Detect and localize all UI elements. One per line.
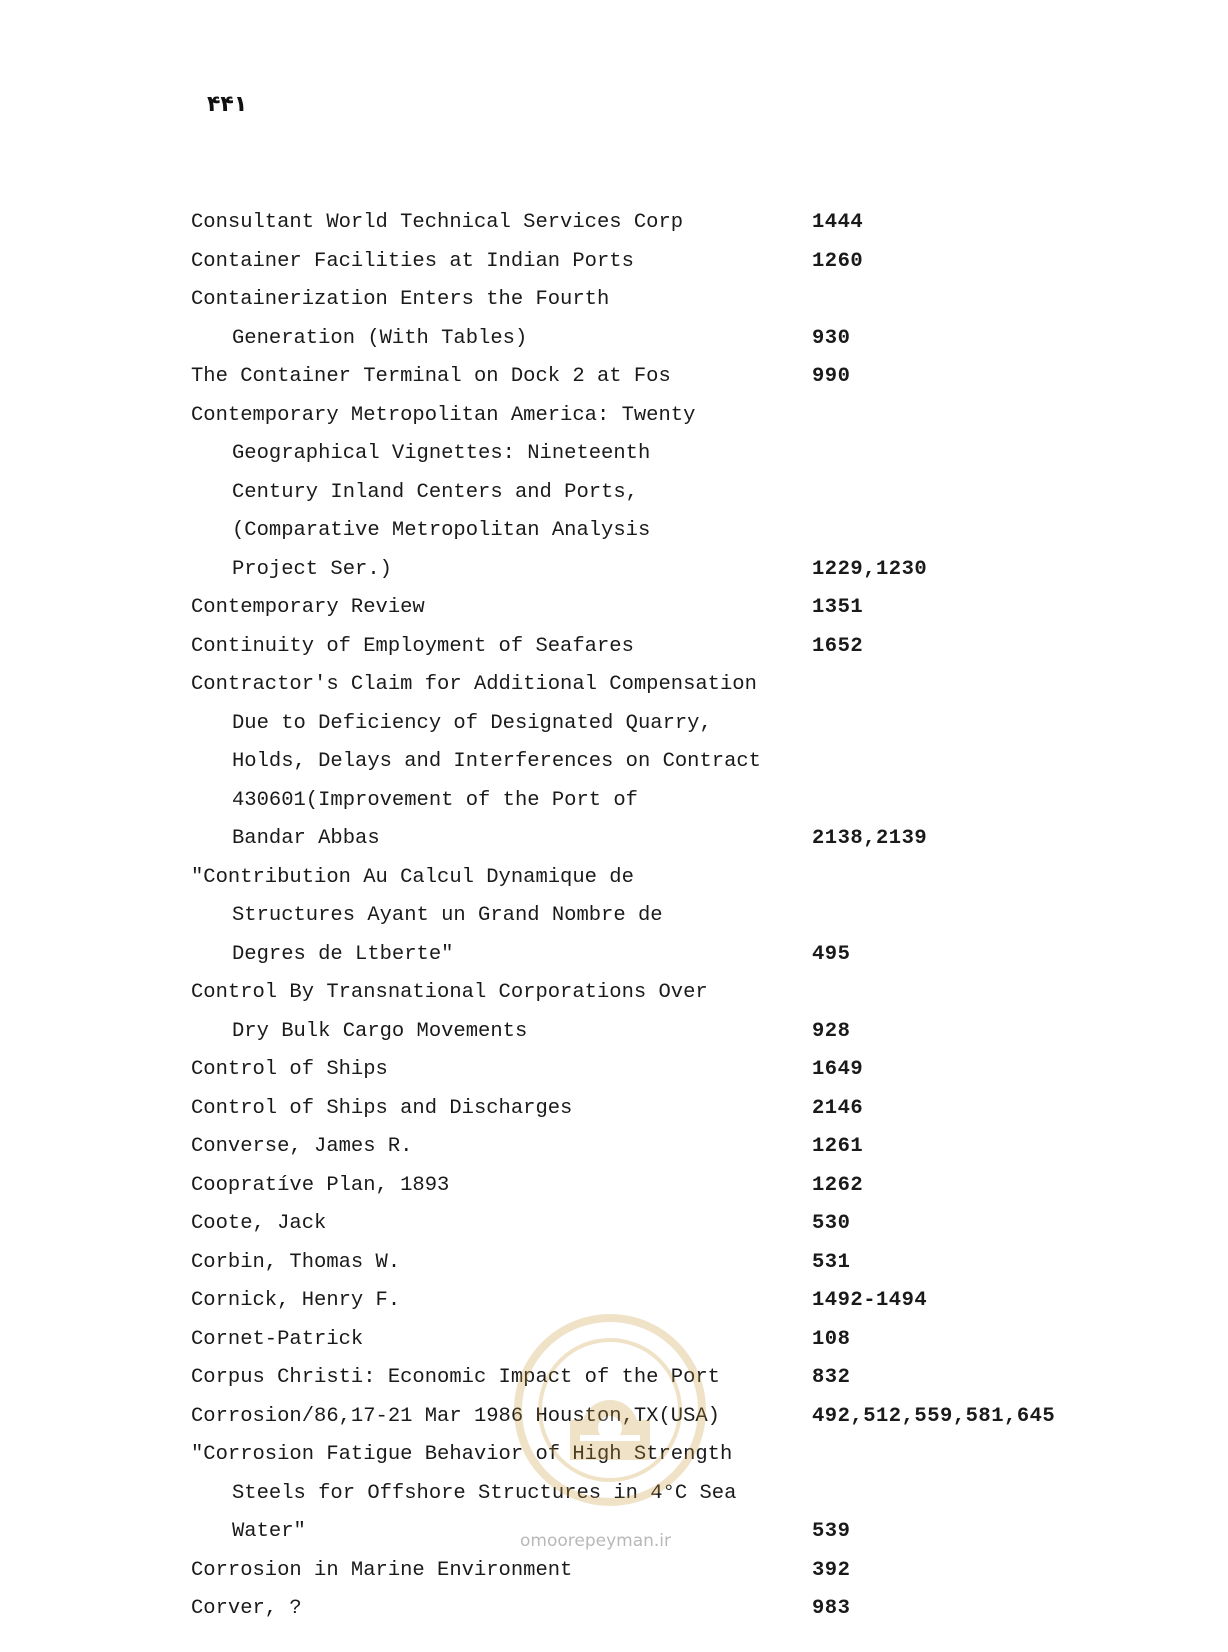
- entry-title: Contractor's Claim for Additional Compensation: [191, 673, 757, 696]
- entry-title: Coopratíve Plan, 1893: [191, 1173, 450, 1197]
- entry-title: Water": [232, 1520, 306, 1543]
- entry-title: Control By Transnational Corporations Over: [191, 981, 708, 1004]
- index-entry-row: [0, 1475, 1228, 1514]
- entry-title: Consultant World Technical Services Corp: [191, 211, 684, 234]
- entry-reference: 1492-1494: [812, 1289, 928, 1312]
- index-entry-row: [0, 1013, 1228, 1052]
- entry-title: Cornick, Henry F.: [191, 1289, 401, 1312]
- entry-reference: 495: [812, 942, 851, 966]
- index-entry-row: [0, 589, 1228, 628]
- entry-title: (Comparative Metropolitan Analysis: [232, 519, 651, 542]
- index-entry-row: [0, 1398, 1228, 1437]
- index-entry-row: [0, 782, 1228, 821]
- entry-title: Contemporary Review: [191, 596, 425, 619]
- index-entry-row: [0, 1282, 1228, 1321]
- entry-title: Corrosion in Marine Environment: [191, 1558, 573, 1582]
- index-entry-row: [0, 1051, 1228, 1090]
- entry-title: Containerization Enters the Fourth: [191, 288, 610, 311]
- index-entry-row: [0, 551, 1228, 590]
- index-entry-row: [0, 1167, 1228, 1206]
- entry-reference: 108: [812, 1327, 851, 1351]
- entry-reference: 983: [812, 1597, 851, 1620]
- entry-title: Geographical Vignettes: Nineteenth: [232, 442, 651, 465]
- entry-title: Contemporary Metropolitan America: Twenty: [191, 403, 696, 427]
- entry-reference: 2138,2139: [812, 827, 928, 850]
- entry-title: Structures Ayant un Grand Nombre de: [232, 904, 663, 927]
- entry-title: Container Facilities at Indian Ports: [191, 249, 634, 273]
- entry-title: 430601(Improvement of the Port of: [232, 788, 638, 812]
- index-entry-row: [0, 1590, 1228, 1629]
- index-entry-row: [0, 1552, 1228, 1591]
- index-entry-row: [0, 358, 1228, 397]
- entry-reference: 492,512,559,581,645: [812, 1404, 1056, 1428]
- entry-title: "Corrosion Fatigue Behavior of High Strength: [191, 1443, 733, 1466]
- index-entry-row: [0, 397, 1228, 436]
- entry-reference: 1229,1230: [812, 557, 928, 581]
- entry-title: Generation (With Tables): [232, 326, 528, 350]
- index-entry-row: [0, 666, 1228, 705]
- entry-title: Corbin, Thomas W.: [191, 1250, 401, 1274]
- entry-reference: 1260: [812, 249, 864, 273]
- watermark-text: omoorepeyman.ir: [520, 1531, 672, 1551]
- entry-title: Converse, James R.: [191, 1135, 413, 1158]
- entry-title: Corpus Christi: Economic Impact of the Port: [191, 1366, 720, 1389]
- index-entry-row: [0, 204, 1228, 243]
- entry-title: Steels for Offshore Structures in 4°C Sea: [232, 1481, 737, 1505]
- entry-reference: 531: [812, 1250, 851, 1274]
- entry-reference: 1652: [812, 634, 864, 658]
- index-entry-row: [0, 743, 1228, 782]
- index-entry-row: [0, 1436, 1228, 1475]
- entry-title: Dry Bulk Cargo Movements: [232, 1019, 528, 1043]
- index-entry-row: [0, 1321, 1228, 1360]
- index-entry-row: [0, 320, 1228, 359]
- index-entry-row: [0, 1205, 1228, 1244]
- entry-reference: 539: [812, 1520, 851, 1543]
- entry-title: The Container Terminal on Dock 2 at Fos: [191, 365, 671, 388]
- entry-title: Holds, Delays and Interferences on Contract: [232, 750, 761, 773]
- entry-title: Cornet-Patrick: [191, 1327, 364, 1351]
- entry-title: "Contribution Au Calcul Dynamique de: [191, 865, 634, 889]
- index-entry-row: [0, 474, 1228, 513]
- entry-title: Corrosion/86,17-21 Mar 1986 Houston,TX(USA): [191, 1404, 720, 1428]
- entry-reference: 530: [812, 1212, 851, 1235]
- entry-reference: 928: [812, 1019, 851, 1043]
- index-entry-row: [0, 628, 1228, 667]
- entry-reference: 392: [812, 1558, 851, 1582]
- index-entry-row: [0, 936, 1228, 975]
- index-entry-row: [0, 1128, 1228, 1167]
- entry-title: Project Ser.): [232, 557, 392, 581]
- index-entry-row: [0, 859, 1228, 898]
- index-entry-row: [0, 1090, 1228, 1129]
- page-number: ۴۴۱: [207, 92, 248, 117]
- entry-reference: 1261: [812, 1135, 864, 1158]
- entry-title: Century Inland Centers and Ports,: [232, 480, 638, 504]
- entry-reference: 1444: [812, 211, 864, 234]
- entry-reference: 990: [812, 365, 851, 388]
- entry-title: Continuity of Employment of Seafares: [191, 634, 634, 658]
- entry-title: Control of Ships and Discharges: [191, 1096, 573, 1120]
- index-entry-row: [0, 435, 1228, 474]
- entry-reference: 1351: [812, 596, 864, 619]
- index-entry-row: [0, 1359, 1228, 1398]
- index-list: [0, 204, 1228, 1629]
- entry-title: Bandar Abbas: [232, 827, 380, 850]
- entry-reference: 832: [812, 1366, 851, 1389]
- entry-reference: 1262: [812, 1173, 864, 1197]
- index-entry-row: [0, 243, 1228, 282]
- entry-title: Corver, ?: [191, 1597, 302, 1620]
- entry-title: Degres de Ltberte": [232, 942, 454, 966]
- entry-reference: 1649: [812, 1058, 864, 1081]
- entry-reference: 2146: [812, 1096, 864, 1120]
- index-entry-row: [0, 512, 1228, 551]
- index-entry-row: [0, 281, 1228, 320]
- index-entry-row: [0, 897, 1228, 936]
- index-entry-row: [0, 974, 1228, 1013]
- entry-title: Control of Ships: [191, 1058, 388, 1081]
- entry-title: Coote, Jack: [191, 1212, 327, 1235]
- index-entry-row: [0, 820, 1228, 859]
- index-entry-row: [0, 1244, 1228, 1283]
- entry-title: Due to Deficiency of Designated Quarry,: [232, 711, 712, 735]
- entry-reference: 930: [812, 326, 851, 350]
- index-entry-row: [0, 705, 1228, 744]
